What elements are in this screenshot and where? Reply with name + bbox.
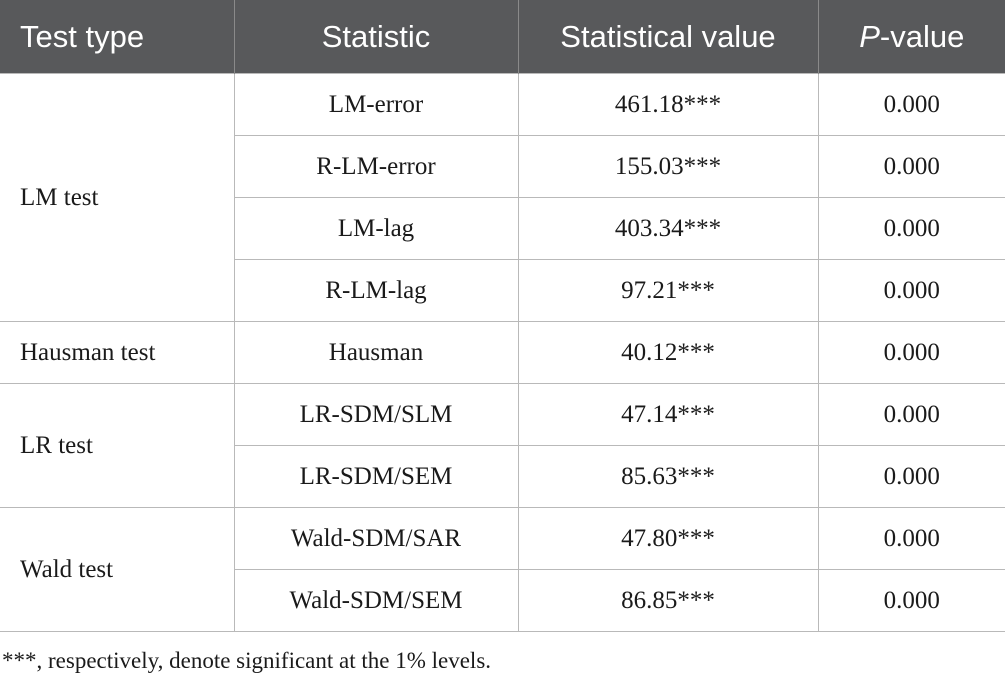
- table-footnote: ***, respectively, denote significant at the 1% levels.: [2, 648, 492, 673]
- p-value-cell: 0.000: [818, 384, 1005, 446]
- statistic-cell: LR-SDM/SEM: [234, 446, 518, 508]
- header-statistical-value: Statistical value: [518, 0, 818, 74]
- p-value-cell: 0.000: [818, 570, 1005, 632]
- header-test-type: Test type: [0, 0, 234, 74]
- header-p-suffix: -value: [879, 18, 965, 54]
- statistical-value-cell: 40.12***: [518, 322, 818, 384]
- statistical-value-cell: 155.03***: [518, 136, 818, 198]
- statistic-cell: LM-lag: [234, 198, 518, 260]
- statistical-value-cell: 86.85***: [518, 570, 818, 632]
- statistic-cell: Wald-SDM/SAR: [234, 508, 518, 570]
- statistic-cell: R-LM-lag: [234, 260, 518, 322]
- statistical-value-cell: 47.14***: [518, 384, 818, 446]
- header-statistic: Statistic: [234, 0, 518, 74]
- p-value-cell: 0.000: [818, 136, 1005, 198]
- p-value-cell: 0.000: [818, 322, 1005, 384]
- statistical-value-cell: 97.21***: [518, 260, 818, 322]
- statistical-value-cell: 403.34***: [518, 198, 818, 260]
- table-body: [0, 74, 1005, 632]
- table-row: [0, 74, 1005, 136]
- test-type-cell: LM test: [0, 74, 234, 322]
- statistic-cell: LM-error: [234, 74, 518, 136]
- statistical-value-cell: 85.63***: [518, 446, 818, 508]
- statistical-value-cell: 461.18***: [518, 74, 818, 136]
- test-type-cell: LR test: [0, 384, 234, 508]
- statistical-value-cell: 47.80***: [518, 508, 818, 570]
- table-row: [0, 508, 1005, 570]
- header-p-italic: P: [859, 18, 880, 54]
- p-value-cell: 0.000: [818, 446, 1005, 508]
- p-value-cell: 0.000: [818, 260, 1005, 322]
- header-row: [0, 0, 1005, 74]
- header-p-value: [818, 0, 1005, 74]
- table-header: [0, 0, 1005, 74]
- statistic-cell: Hausman: [234, 322, 518, 384]
- p-value-cell: 0.000: [818, 198, 1005, 260]
- p-value-cell: 0.000: [818, 508, 1005, 570]
- statistic-cell: LR-SDM/SLM: [234, 384, 518, 446]
- statistic-cell: R-LM-error: [234, 136, 518, 198]
- table-row: [0, 322, 1005, 384]
- test-type-cell: Hausman test: [0, 322, 234, 384]
- p-value-cell: 0.000: [818, 74, 1005, 136]
- test-type-cell: Wald test: [0, 508, 234, 632]
- table-row: [0, 384, 1005, 446]
- statistic-cell: Wald-SDM/SEM: [234, 570, 518, 632]
